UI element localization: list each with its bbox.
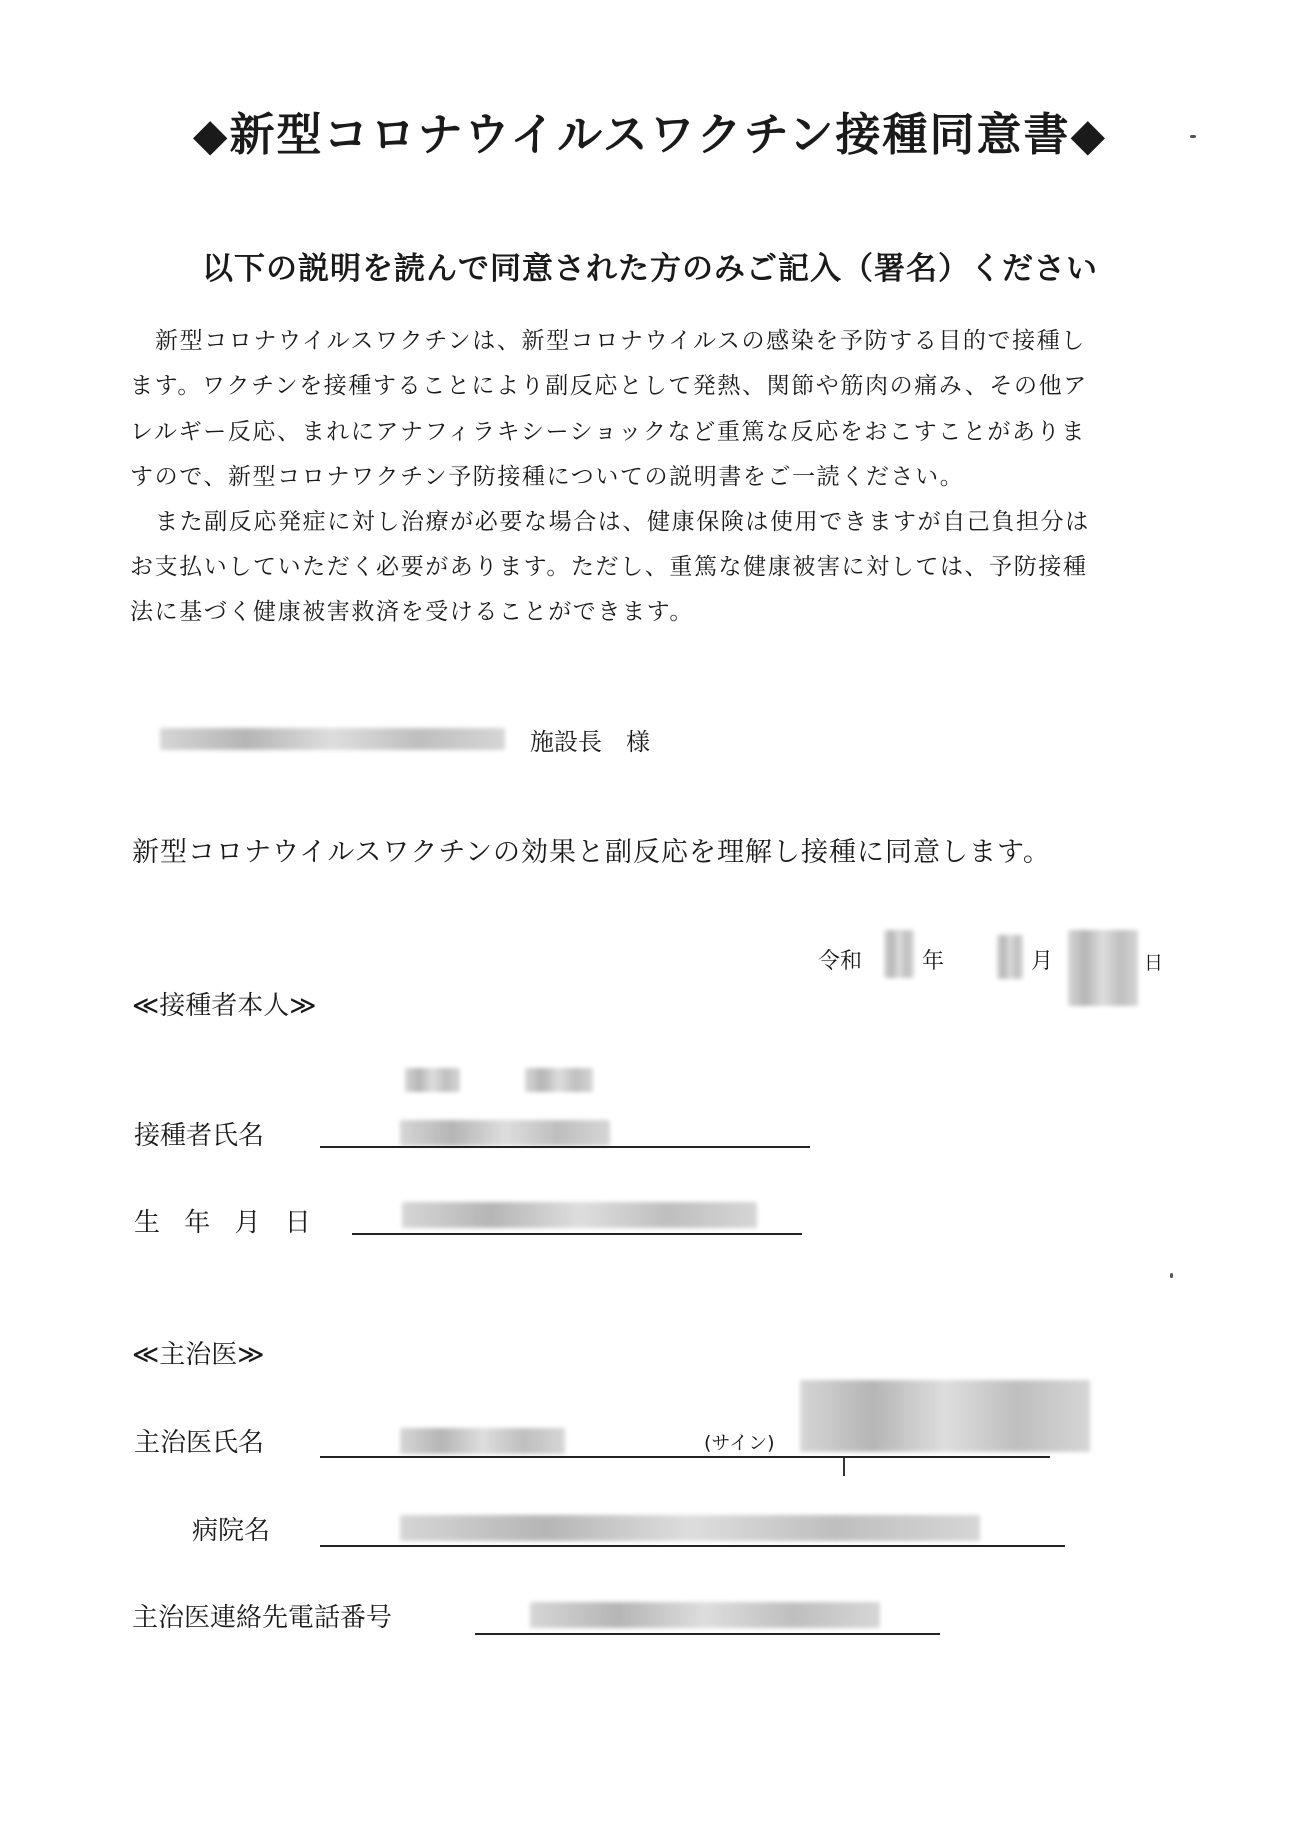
paragraph-line: すので、新型コロナワクチン予防接種についての説明書をご一読ください。 — [130, 464, 965, 490]
doctor-section-heading: ≪主治医≫ — [132, 1340, 265, 1370]
redacted-furigana — [405, 1068, 460, 1092]
redacted-signature[interactable] — [800, 1380, 1090, 1452]
paragraph-line: ます。ワクチンを接種することにより副反応として発熱、関節や筋肉の痛み、その他ア — [130, 373, 1088, 399]
date-day-unit: 日 — [1144, 952, 1164, 974]
paragraph-line: レルギー反応、まれにアナフィラキシーショックなど重篤な反応をおこすことがありま — [130, 419, 1086, 445]
doctor-name-label: 主治医氏名 — [134, 1428, 265, 1458]
phone-field[interactable] — [475, 1633, 940, 1635]
signature-stroke — [843, 1458, 845, 1476]
document-title: ◆新型コロナウイルスワクチン接種同意書◆ — [192, 108, 1108, 161]
phone-label: 主治医連絡先電話番号 — [132, 1603, 393, 1633]
addressee-label: 施設長 様 — [530, 728, 650, 756]
redacted-month[interactable] — [997, 935, 1023, 979]
scan-speck — [1170, 1273, 1173, 1278]
redacted-hospital-name — [400, 1515, 980, 1541]
dob-label: 生 年 月 日 — [134, 1208, 319, 1238]
recipient-name-field[interactable] — [320, 1146, 810, 1148]
date-month-unit: 月 — [1031, 949, 1054, 974]
paragraph-line: 法に基づく健康被害救済を受けることができます。 — [130, 599, 694, 625]
redacted-doctor-name — [400, 1428, 565, 1454]
recipient-section-heading: ≪接種者本人≫ — [132, 991, 317, 1021]
redacted-dob — [402, 1202, 757, 1228]
paragraph-line: 新型コロナウイルスワクチンは、新型コロナウイルスの感染を予防する目的で接種し — [155, 328, 1086, 354]
paragraph-line: お支払いしていただく必要があります。ただし、重篤な健康被害に対しては、予防接種 — [130, 554, 1088, 580]
redacted-recipient-name — [400, 1120, 610, 1146]
dob-field[interactable] — [352, 1233, 802, 1235]
recipient-name-label: 接種者氏名 — [134, 1121, 265, 1151]
redacted-phone — [530, 1602, 880, 1628]
date-year-unit: 年 — [922, 949, 945, 974]
scan-speck — [1190, 135, 1196, 138]
date-era: 令和 — [818, 949, 863, 974]
redacted-year[interactable] — [884, 930, 914, 978]
paragraph-line: また副反応発症に対し治療が必要な場合は、健康保険は使用できますが自己負担分は — [155, 509, 1090, 535]
doctor-name-field[interactable] — [320, 1456, 1050, 1458]
instruction-heading: 以下の説明を読んで同意された方のみご記入（署名）ください — [202, 251, 1098, 287]
signature-label: (サイン) — [704, 1432, 775, 1454]
hospital-field[interactable] — [320, 1545, 1065, 1547]
redacted-furigana — [525, 1068, 593, 1092]
redacted-day[interactable] — [1068, 930, 1138, 1006]
hospital-label: 病院名 — [192, 1516, 271, 1546]
redacted-facility-name — [160, 728, 505, 750]
consent-statement: 新型コロナウイルスワクチンの効果と副反応を理解し接種に同意します。 — [132, 837, 1051, 868]
